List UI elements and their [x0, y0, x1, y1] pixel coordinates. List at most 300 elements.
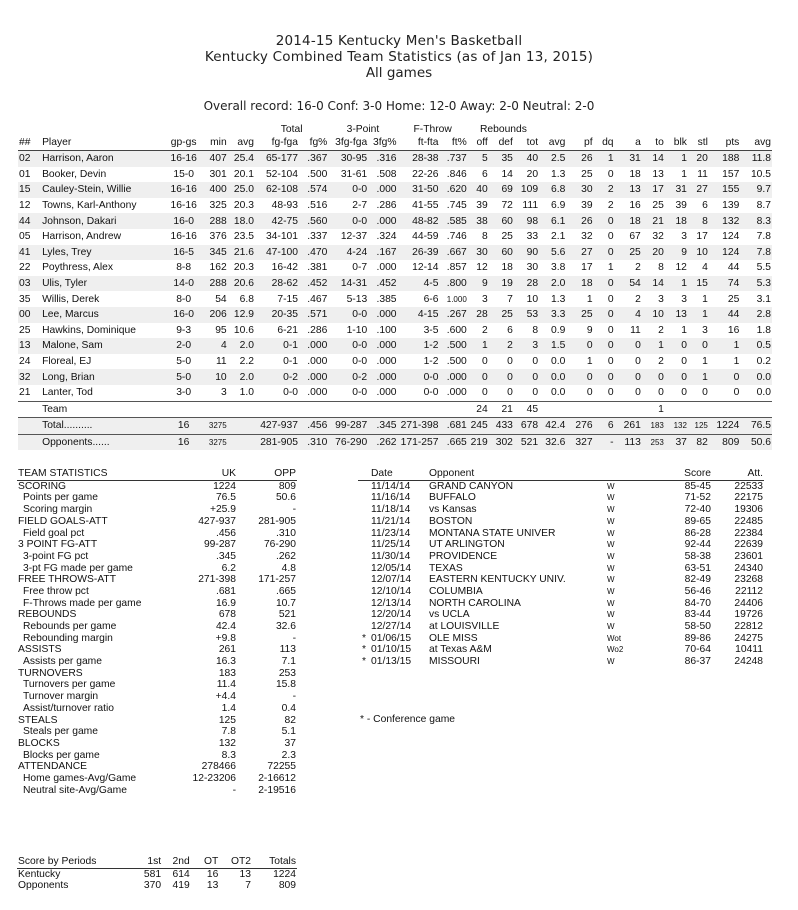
cell: 41 [18, 245, 41, 261]
cell: 8 [482, 231, 488, 243]
cell: .516 [307, 200, 328, 212]
team-stat-opp: 253 [278, 667, 296, 679]
cell: 1 [665, 276, 688, 292]
team-stat-label: Blocks per game [23, 749, 100, 761]
cell: 188 [709, 151, 740, 167]
cell: 13 [665, 307, 688, 323]
team-stat-opp: .262 [275, 550, 296, 562]
table-row [18, 276, 772, 292]
cell: 1.5 [539, 338, 566, 354]
cell: 427-937 [255, 418, 299, 435]
cell: 124 [722, 231, 740, 243]
cell: 16 [165, 434, 203, 450]
cell: 0-2 [328, 369, 368, 385]
cell: 16-5 [165, 245, 203, 261]
cell: 18 [501, 262, 513, 274]
cell: 2 [658, 324, 664, 336]
conference-marker: * [361, 656, 366, 668]
cell: 35 [19, 293, 31, 305]
cell: 25 [489, 307, 514, 323]
conference-marker [358, 574, 370, 586]
game-score: 58-38 [684, 550, 711, 562]
cell: 0 [607, 168, 614, 180]
column-header-17: a [615, 136, 642, 151]
cell: 25.4 [228, 151, 255, 167]
cell: 0 [733, 387, 740, 399]
table-row [18, 354, 772, 370]
period-row [17, 868, 297, 880]
cell: 1.000 [446, 294, 467, 304]
team-stat-label: FIELD GOALS-ATT [18, 515, 108, 527]
cell: 28-62 [255, 276, 299, 292]
cell: 10 [203, 369, 228, 385]
team-stat-uk: .345 [215, 550, 236, 562]
team-stat-uk: 278466 [201, 761, 236, 773]
cell: 5.3 [740, 276, 772, 292]
cell: 50.6 [740, 434, 772, 450]
cell: 42-75 [255, 213, 299, 229]
cell: 183 [642, 418, 665, 435]
cell: 0-0 [283, 387, 298, 399]
cell: 2.1 [551, 231, 566, 243]
game-date: 11/16/14 [371, 492, 411, 504]
table-row [18, 151, 772, 167]
team-stat-row [17, 539, 297, 551]
period-header-5: Totals [252, 856, 297, 868]
cell: 30-95 [328, 151, 368, 167]
cell [18, 401, 41, 418]
period-cell: 13 [206, 880, 219, 892]
game-row [358, 551, 764, 563]
cell: 325 [209, 200, 227, 212]
column-header-12: def [489, 136, 514, 151]
game-opponent: vs Kansas [429, 504, 477, 516]
cell [165, 401, 203, 418]
team-stat-uk: 16.3 [215, 656, 236, 668]
team-stat-row [17, 563, 297, 575]
column-header-8: 3fg% [368, 136, 397, 151]
cell: 2.0 [539, 276, 566, 292]
team-stat-opp: 32.6 [275, 621, 296, 633]
team-stat-opp: 171-257 [258, 574, 296, 586]
cell: .316 [368, 151, 397, 167]
game-opponent: BUFFALO [429, 492, 476, 504]
cell: 109 [514, 182, 539, 198]
game-score: 72-40 [684, 504, 711, 516]
cell [594, 401, 615, 418]
cell: 9-3 [176, 324, 192, 336]
cell: 288 [203, 276, 228, 292]
cell: .000 [376, 262, 397, 274]
cell: 31 [665, 182, 688, 198]
cell: .574 [299, 182, 328, 198]
team-stat-uk: 99-287 [203, 539, 236, 551]
cell: 0 [702, 387, 708, 399]
cell: 0 [665, 338, 688, 354]
column-header-18: to [642, 136, 665, 151]
cell: .500 [439, 338, 467, 354]
conference-marker [358, 492, 370, 504]
period-cell: Opponents [18, 880, 69, 892]
schedule-date-header: Date [370, 468, 428, 480]
team-stat-label: 3-point FG pct [23, 550, 89, 562]
cell: 26-39 [398, 245, 440, 261]
game-result: W [607, 505, 615, 515]
cell: 6.8 [239, 293, 254, 305]
cell: 54 [615, 276, 642, 292]
team-stat-row [17, 761, 297, 773]
team-stat-label: Scoring margin [23, 504, 93, 516]
team-stat-uk: .681 [215, 585, 236, 597]
column-header-13: tot [514, 136, 539, 151]
cell: 6 [482, 168, 488, 180]
column-header-6: fg% [299, 136, 328, 151]
cell: 407 [203, 151, 228, 167]
table-row [18, 385, 772, 401]
team-stat-row [17, 785, 297, 797]
cell: 0 [507, 387, 513, 399]
cell: .846 [446, 168, 467, 180]
cell: 0 [615, 369, 642, 385]
column-header-2: gp-gs [165, 136, 203, 151]
game-attendance: 22485 [734, 515, 763, 527]
cell: 0-0 [328, 307, 368, 323]
cell: 7.8 [740, 245, 772, 261]
game-result: W [607, 610, 615, 620]
conference-marker [358, 598, 370, 610]
cell: 2-0 [165, 338, 203, 354]
table-row [18, 323, 772, 339]
cell: .000 [439, 369, 467, 385]
cell: 47-100 [255, 245, 299, 261]
cell: 26 [566, 151, 593, 167]
cell: 0 [566, 369, 593, 385]
cell: 327 [566, 434, 593, 450]
cell: 1 [702, 356, 708, 368]
cell: 10.6 [233, 324, 254, 336]
cell: 0 [607, 387, 614, 399]
cell: .620 [439, 182, 467, 198]
cell: 25 [566, 307, 593, 323]
cell: 3-0 [176, 387, 192, 399]
cell: Johnson, Dakari [41, 213, 165, 229]
cell: 28-38 [398, 151, 440, 167]
cell: .681 [439, 418, 467, 435]
cell: 1 [709, 338, 740, 354]
game-score: 71-52 [684, 492, 711, 504]
game-row [358, 633, 764, 645]
cell: 0-0 [352, 387, 368, 399]
period-cell: 419 [172, 880, 190, 892]
game-score: 86-28 [684, 527, 711, 539]
cell: 288 [203, 213, 228, 229]
cell: 0 [607, 356, 614, 368]
cell: 0 [586, 387, 593, 399]
cell: Hawkins, Dominique [42, 324, 136, 336]
cell: 5-0 [165, 369, 203, 385]
cell: 62-108 [255, 182, 299, 198]
table-row [18, 167, 772, 183]
group-header-total: Total [280, 124, 303, 135]
cell: 2 [482, 324, 488, 336]
cell: .500 [307, 168, 328, 180]
cell: 8 [688, 213, 709, 229]
cell: .000 [446, 387, 467, 399]
report-scope: All games [365, 65, 433, 81]
game-score: 89-65 [684, 515, 711, 527]
team-stat-row [17, 516, 297, 528]
column-header-4: avg [228, 136, 255, 151]
team-stat-row [17, 691, 297, 703]
cell: 34-101 [265, 231, 298, 243]
cell: 25 [727, 293, 740, 305]
cell: .167 [368, 245, 397, 261]
cell [615, 401, 642, 418]
cell: 05 [19, 231, 31, 243]
table-row [18, 229, 772, 245]
cell: 42.4 [539, 418, 566, 435]
cell: 0.0 [551, 387, 566, 399]
game-attendance: 24248 [734, 656, 763, 668]
column-header-19: blk [665, 136, 688, 151]
team-stat-row [17, 703, 297, 715]
cell: .367 [299, 151, 328, 167]
game-row [358, 527, 764, 539]
game-date: 01/06/15 [371, 632, 412, 644]
team-stat-opp: 76-290 [263, 539, 296, 551]
game-row [358, 539, 764, 551]
cell: 16-16 [165, 151, 203, 167]
cell: 6 [594, 418, 615, 435]
game-attendance: 22175 [734, 492, 763, 504]
game-result: W [607, 563, 615, 573]
cell: 1 [586, 293, 593, 305]
cell: 0.0 [551, 356, 566, 368]
cell: 0 [709, 369, 740, 385]
cell: .000 [307, 356, 328, 368]
cell: 0-0 [352, 356, 368, 368]
column-header-14: avg [539, 136, 566, 151]
cell: 0 [615, 338, 642, 354]
game-date: 01/10/15 [371, 644, 412, 656]
team-stat-uk: 125 [218, 714, 236, 726]
cell: .324 [376, 231, 397, 243]
game-row [358, 586, 764, 598]
team-stat-label: F-Throws made per game [23, 597, 142, 609]
team-stat-row [17, 644, 297, 656]
schedule-opponent-header: Opponent [428, 468, 606, 480]
game-score: 89-86 [684, 632, 711, 644]
cell: 3 [702, 324, 708, 336]
cell: 20-35 [255, 307, 299, 323]
team-stat-row [17, 633, 297, 645]
cell: 32 [652, 231, 664, 243]
cell: 21 [489, 401, 514, 418]
game-result: W [607, 586, 615, 596]
cell: 20.3 [233, 200, 254, 212]
cell: .267 [439, 307, 467, 323]
cell: 16 [165, 418, 203, 435]
cell: 25 [652, 200, 664, 212]
cell: 155 [709, 182, 740, 198]
cell: 38 [468, 213, 489, 229]
cell: 44 [727, 262, 740, 274]
cell: 24 [468, 401, 489, 418]
cell: 6.8 [539, 182, 566, 198]
cell: .745 [446, 200, 467, 212]
cell: 3.1 [756, 293, 771, 305]
cell: 245 [468, 418, 489, 435]
cell: Total.......... [41, 418, 165, 435]
cell: 44 [18, 213, 41, 229]
game-row [358, 609, 764, 621]
cell [539, 401, 566, 418]
score-by-periods-table [17, 856, 297, 892]
cell: 11 [215, 356, 227, 368]
cell: .381 [307, 262, 328, 274]
cell: 1 [702, 293, 708, 305]
cell: .000 [299, 338, 328, 354]
team-stat-opp: 809 [278, 480, 296, 492]
group-header-three-point: 3-Point [346, 124, 380, 135]
cell: Ulis, Tyler [41, 276, 165, 292]
cell: 1 [586, 356, 593, 368]
cell: 5 [468, 151, 489, 167]
cell: 157 [722, 168, 740, 180]
cell: 0-0 [398, 369, 440, 385]
team-stat-opp: 0.4 [281, 702, 296, 714]
conference-footnote: * - Conference game [360, 714, 456, 725]
cell: .500 [446, 356, 467, 368]
cell: 30 [566, 182, 593, 198]
cell: 16-16 [170, 231, 197, 243]
cell [328, 401, 368, 418]
cell [228, 401, 255, 418]
cell: 132 [709, 213, 740, 229]
team-stat-opp: 72255 [267, 761, 296, 773]
cell: 0 [468, 369, 489, 385]
group-header-free-throw: F-Throw [413, 124, 452, 135]
cell: 0 [665, 369, 688, 385]
cell: 12.9 [228, 307, 255, 323]
cell: 0-1 [283, 356, 298, 368]
period-header-2: 2nd [162, 856, 191, 868]
period-cell: 614 [172, 868, 190, 880]
column-header-22: avg [740, 136, 772, 151]
game-attendance: 22112 [735, 585, 763, 597]
column-header-16: dq [594, 136, 615, 151]
cell: 1 [688, 307, 709, 323]
table-row [18, 182, 772, 198]
team-stat-row [17, 586, 297, 598]
cell [688, 401, 709, 418]
game-date: 11/23/14 [371, 527, 411, 539]
cell: 0 [658, 387, 664, 399]
cell: 28 [514, 276, 539, 292]
cell: 18 [566, 276, 593, 292]
game-result: Wot [607, 633, 622, 643]
team-stat-uk: 7.8 [221, 726, 236, 738]
team-stat-label: SCORING [18, 480, 67, 492]
cell: Harrison, Aaron [41, 151, 165, 167]
cell: 0 [507, 356, 513, 368]
cell: 14 [642, 276, 665, 292]
cell: 12 [476, 262, 488, 274]
cell: 0 [635, 356, 641, 368]
cell: 0-1 [255, 338, 299, 354]
cell: 76.5 [740, 418, 772, 435]
team-stat-opp: - [292, 504, 296, 516]
game-date: 12/27/14 [371, 621, 412, 633]
cell: 22 [19, 262, 31, 274]
cell: Lyles, Trey [41, 245, 165, 261]
cell: 1 [681, 324, 687, 336]
cell: 1-2 [398, 338, 440, 354]
table-row [18, 369, 772, 385]
cell: 16-0 [165, 213, 203, 229]
team-stat-uk: 427-937 [198, 515, 236, 527]
cell: 0 [594, 245, 615, 261]
game-date: 12/20/14 [371, 609, 412, 621]
cell: 0 [607, 324, 614, 336]
conference-marker [358, 516, 370, 528]
team-stat-uk: 1224 [213, 480, 236, 492]
table-row [18, 291, 772, 307]
team-row [18, 401, 772, 418]
cell: 5.6 [539, 245, 566, 261]
cell: - [594, 434, 615, 450]
cell: Lanter, Tod [42, 387, 93, 399]
game-opponent: UT ARLINGTON [429, 539, 505, 551]
team-stat-label: ASSISTS [18, 644, 62, 656]
table-row [18, 245, 772, 261]
team-stat-row [17, 714, 297, 726]
cell: .000 [376, 387, 397, 399]
team-stat-row [17, 598, 297, 610]
table-row [18, 307, 772, 323]
cell: 20 [526, 168, 539, 180]
cell: 25 [615, 245, 642, 261]
cell: 18 [629, 168, 641, 180]
cell: 4 [615, 307, 642, 323]
conference-marker [358, 480, 370, 492]
game-result: W [607, 657, 615, 667]
cell: 27 [688, 182, 709, 198]
cell: Long, Brian [41, 369, 165, 385]
team-stat-opp: 7.1 [281, 656, 296, 668]
game-date: 12/13/14 [371, 597, 412, 609]
cell: 0.0 [756, 387, 771, 399]
game-score: 63-51 [684, 562, 711, 574]
cell: 16 [727, 324, 740, 336]
game-date: 01/13/15 [371, 656, 412, 668]
team-stat-row [17, 750, 297, 762]
column-header-15: pf [566, 136, 593, 151]
game-attendance: 19726 [734, 609, 763, 621]
cell: 4 [702, 262, 708, 274]
cell: 15 [18, 182, 41, 198]
game-opponent: MISSOURI [429, 656, 480, 668]
cell: 10 [688, 245, 709, 261]
cell: 139 [722, 200, 740, 212]
cell: 03 [18, 276, 41, 292]
cell: 5-13 [346, 293, 368, 305]
cell: 2.0 [228, 338, 255, 354]
cell: 1.3 [551, 168, 566, 180]
cell: 3-5 [423, 324, 439, 336]
team-stat-opp: 521 [278, 609, 296, 621]
game-row [358, 644, 764, 656]
